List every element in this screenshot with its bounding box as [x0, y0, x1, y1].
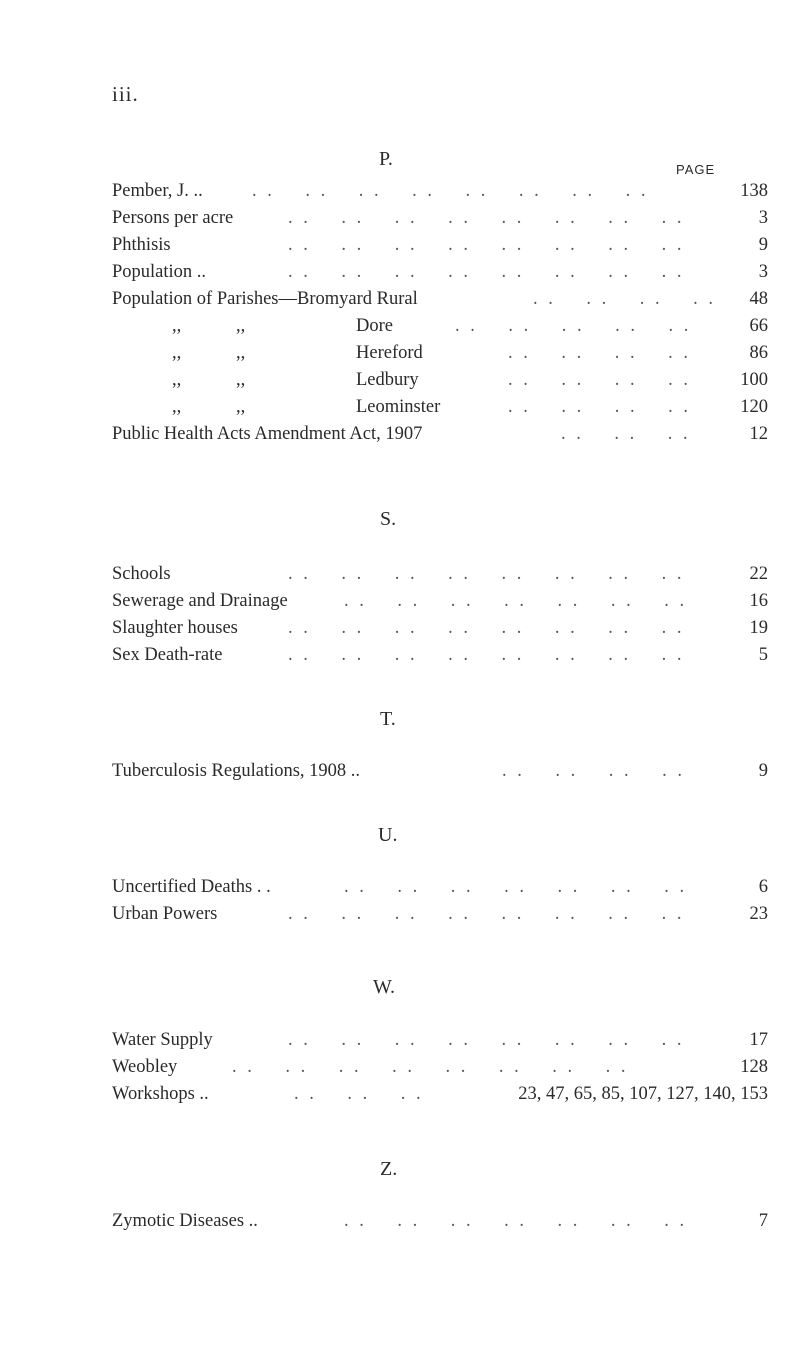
index-entry [112, 397, 768, 423]
dot-leaders: . . . . . . [294, 1084, 424, 1104]
dot-leaders: . . . . . . . . . . [455, 316, 692, 336]
index-entry [112, 343, 768, 369]
index-entry [112, 1057, 768, 1083]
ditto-mark: ,, [236, 370, 246, 390]
dot-leaders: . . . . . . . . . . . . . . . . [232, 1057, 629, 1077]
section-letter-p: P. [379, 148, 393, 170]
index-entry [112, 591, 768, 617]
dot-leaders: . . . . . . . . . . . . . . . . [288, 564, 685, 584]
dot-leaders: . . . . . . . . [508, 370, 691, 390]
dot-leaders: . . . . . . . . [508, 343, 691, 363]
dot-leaders: . . . . . . . . [502, 761, 685, 781]
entry-name: Weobley [112, 1057, 178, 1077]
entry-page: 86 [749, 343, 768, 363]
index-entry [112, 181, 768, 207]
dot-leaders: . . . . . . . . . . . . . . . . [288, 235, 685, 255]
dot-leaders: . . . . . . . . . . . . . . . . [288, 262, 685, 282]
index-entry [112, 289, 768, 315]
ditto-mark: ,, [172, 370, 182, 390]
ditto-mark: ,, [236, 343, 246, 363]
entry-name: Workshops .. [112, 1084, 209, 1104]
entry-page: 100 [740, 370, 768, 390]
dot-leaders: . . . . . . . . . . . . . . . . [288, 1030, 685, 1050]
dot-leaders: . . . . . . . . . . . . . . [344, 591, 688, 611]
entry-name: Sewerage and Drainage [112, 591, 288, 611]
entry-page: 23 [749, 904, 768, 924]
entry-page: 66 [749, 316, 768, 336]
entry-page: 120 [740, 397, 768, 417]
entry-page: 19 [749, 618, 768, 638]
dot-leaders: . . . . . . . . . . . . . . . . [288, 208, 685, 228]
index-entry [112, 761, 768, 787]
index-entry [112, 1030, 768, 1056]
entry-name: Zymotic Diseases .. [112, 1211, 258, 1231]
index-entry [112, 208, 768, 234]
index-entry [112, 424, 768, 450]
index-entry [112, 316, 768, 342]
index-entry [112, 1211, 768, 1237]
ditto-mark: ,, [172, 397, 182, 417]
section-letter-z: Z. [380, 1158, 398, 1180]
section-letter-u: U. [378, 824, 398, 846]
index-entry [112, 645, 768, 671]
entry-name: Water Supply [112, 1030, 213, 1050]
section-letter-w: W. [373, 976, 396, 998]
entry-name: Uncertified Deaths . . [112, 877, 271, 897]
entry-page: 48 [749, 289, 768, 309]
entry-page: 9 [758, 235, 768, 255]
dot-leaders: . . . . . . . . . . . . . . . . [252, 181, 649, 201]
dot-leaders: . . . . . . . . . . . . . . . . [288, 904, 685, 924]
section-letter-s: S. [380, 508, 397, 530]
entry-name: Public Health Acts Amendment Act, 1907 [112, 424, 423, 444]
entry-name: Pember, J. .. [112, 181, 203, 201]
entry-page: 16 [749, 591, 768, 611]
entry-page: 17 [749, 1030, 768, 1050]
dot-leaders: . . . . . . . . [508, 397, 691, 417]
entry-page: 3 [758, 262, 768, 282]
entry-page: 138 [740, 181, 768, 201]
dot-leaders: . . . . . . . . . . . . . . . . [288, 645, 685, 665]
entry-name: Sex Death-rate [112, 645, 223, 665]
dot-leaders: . . . . . . . . . . . . . . . . [288, 618, 685, 638]
entry-name: Phthisis [112, 235, 171, 255]
entry-page: 12 [749, 424, 768, 444]
ditto-mark: ,, [172, 343, 182, 363]
index-entry [112, 370, 768, 396]
entry-name: Urban Powers [112, 904, 218, 924]
entry-page: 6 [758, 877, 768, 897]
index-entry [112, 618, 768, 644]
page-number: iii. [112, 82, 139, 106]
page-column-header: PAGE [676, 162, 716, 177]
entry-page: 23, 47, 65, 85, 107, 127, 140, 153 [518, 1084, 768, 1104]
index-entry [112, 235, 768, 261]
ditto-mark: ,, [236, 316, 246, 336]
dot-leaders: . . . . . . [561, 424, 691, 444]
dot-leaders: . . . . . . . . . . . . . . [344, 877, 688, 897]
entry-name: Population of Parishes—Bromyard Rural [112, 289, 418, 309]
ditto-mark: ,, [236, 397, 246, 417]
index-entry [112, 1084, 768, 1110]
entry-name: Ledbury [356, 370, 419, 390]
entry-name: Leominster [356, 397, 441, 417]
entry-name: Tuberculosis Regulations, 1908 .. [112, 761, 361, 781]
entry-name: Population .. [112, 262, 207, 282]
index-entry [112, 877, 768, 903]
entry-page: 3 [758, 208, 768, 228]
index-entry [112, 262, 768, 288]
entry-name: Persons per acre [112, 208, 234, 228]
entry-page: 22 [749, 564, 768, 584]
ditto-mark: ,, [172, 316, 182, 336]
index-entry [112, 564, 768, 590]
entry-page: 5 [758, 645, 768, 665]
entry-page: 128 [740, 1057, 768, 1077]
entry-name: Dore [356, 316, 393, 336]
entry-name: Slaughter houses [112, 618, 238, 638]
entry-name: Hereford [356, 343, 423, 363]
dot-leaders: . . . . . . . . [533, 289, 716, 309]
index-entry [112, 904, 768, 930]
dot-leaders: . . . . . . . . . . . . . . [344, 1211, 688, 1231]
entry-name: Schools [112, 564, 171, 584]
section-letter-t: T. [380, 708, 396, 730]
entry-page: 7 [758, 1211, 768, 1231]
entry-page: 9 [758, 761, 768, 781]
